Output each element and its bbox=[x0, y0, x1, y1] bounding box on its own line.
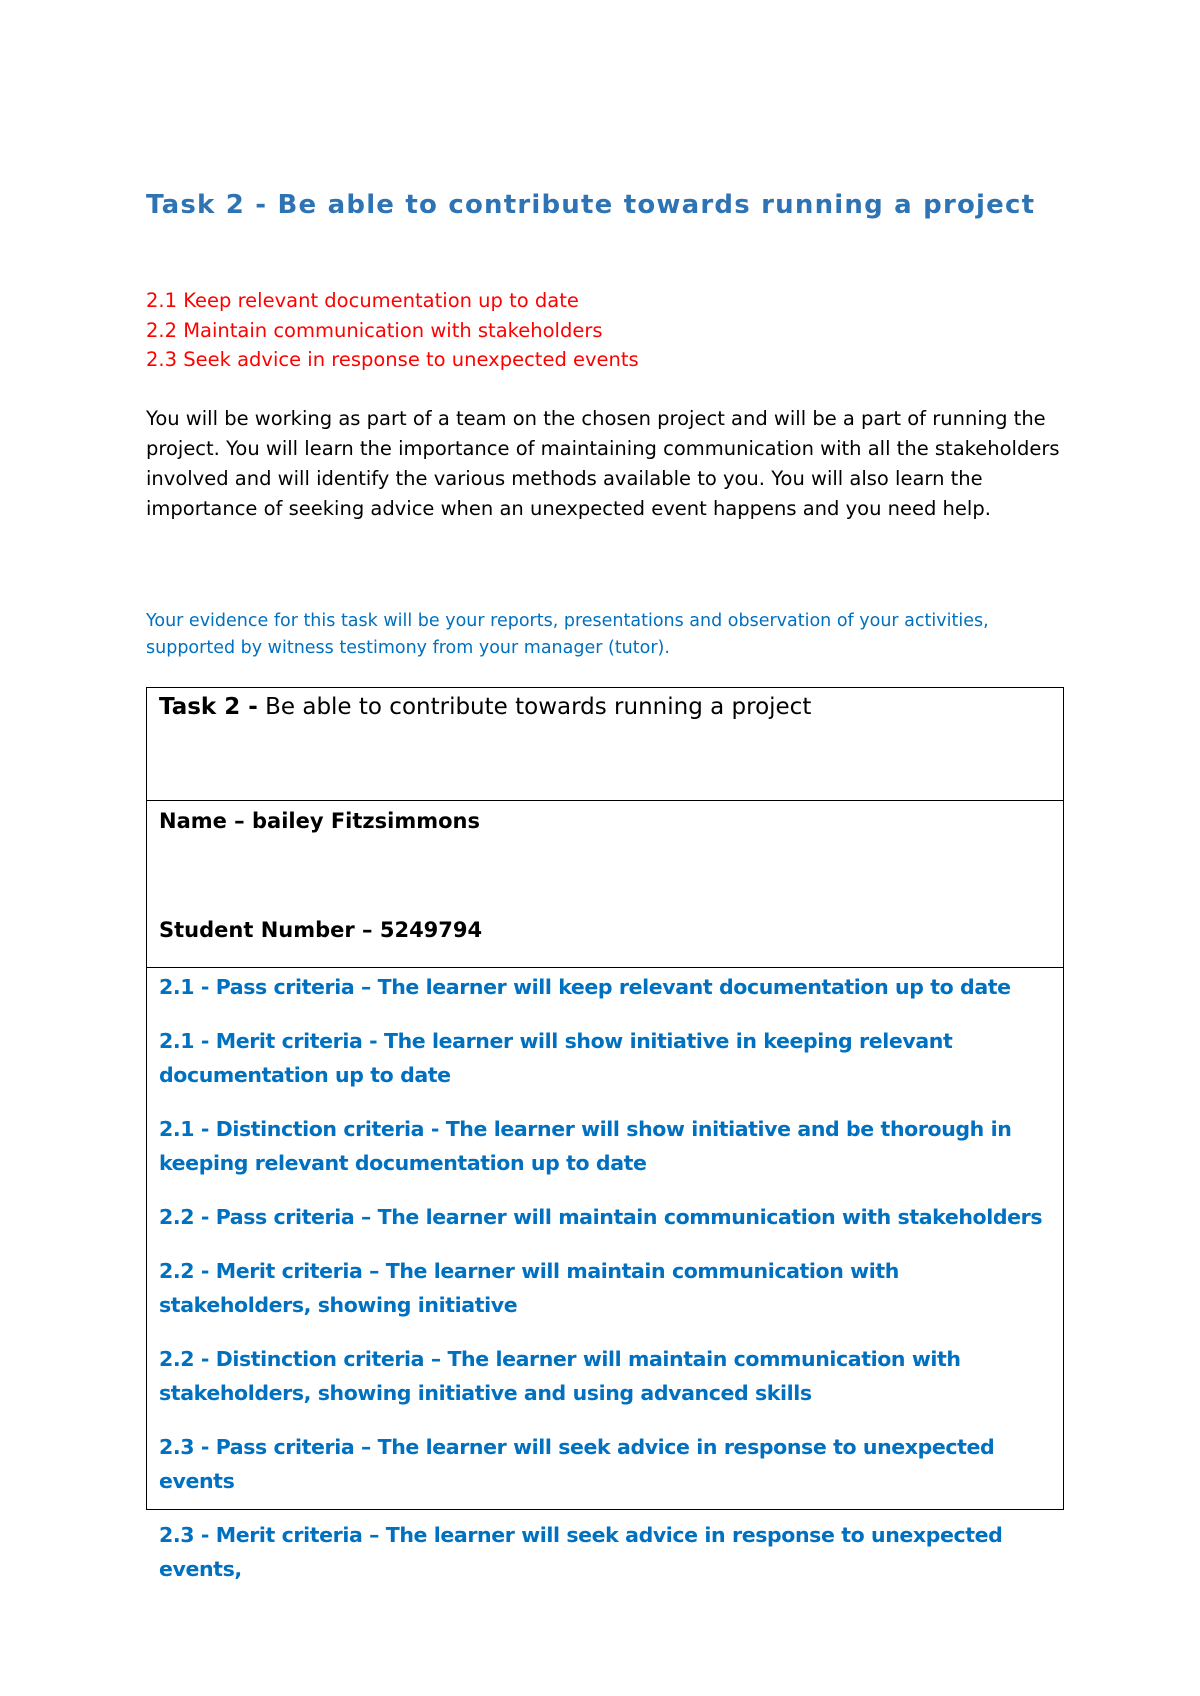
criterion-item: 2.1 - Distinction criteria - The learner will show initiative and be thorough in keeping relevant documentation up to date bbox=[159, 1117, 1012, 1175]
task-table bbox=[146, 687, 1064, 1581]
criteria-cell bbox=[147, 968, 1063, 1581]
table-title-cell bbox=[147, 688, 1063, 801]
criterion-item: 2.1 - Pass criteria – The learner will keep relevant documentation up to date bbox=[159, 975, 1011, 999]
objective-item: 2.2 Maintain communication with stakeholders bbox=[146, 318, 603, 342]
student-name: Name – bailey Fitzsimmons bbox=[159, 809, 480, 833]
table-title-text: Be able to contribute towards running a project bbox=[257, 694, 812, 720]
table-title-bold: Task 2 - bbox=[159, 694, 258, 720]
criterion-item: 2.2 - Pass criteria – The learner will maintain communication with stakeholders bbox=[159, 1205, 1043, 1229]
page-title: Task 2 - Be able to contribute towards running a project bbox=[146, 190, 1036, 220]
criterion-item: 2.1 - Merit criteria - The learner will show initiative in keeping relevant documentation up to date bbox=[159, 1029, 953, 1087]
student-number: Student Number – 5249794 bbox=[159, 918, 483, 942]
objective-item: 2.1 Keep relevant documentation up to date bbox=[146, 289, 579, 312]
intro-paragraph: You will be working as part of a team on the chosen project and will be a part of running the project. You will learn the importance of maintaining communication with all the stakeholders involved and will identify the various methods available to you. You will also learn the importance of seeking advice when an unexpected event happens and you need help. bbox=[146, 407, 1060, 520]
evidence-paragraph: Your evidence for this task will be your reports, presentations and observation of your activities, supported by witness testimony from your manager (tutor). bbox=[146, 611, 989, 658]
criterion-item: 2.2 - Distinction criteria – The learner will maintain communication with stakeholders, showing initiative and using advanced skills bbox=[159, 1347, 961, 1405]
objectives-list bbox=[146, 286, 1046, 375]
criterion-item: 2.3 - Pass criteria – The learner will seek advice in response to unexpected events bbox=[159, 1435, 995, 1493]
criterion-item: 2.2 - Merit criteria – The learner will maintain communication with stakeholders, showing initiative bbox=[159, 1259, 899, 1317]
objective-item: 2.3 Seek advice in response to unexpected events bbox=[146, 348, 639, 371]
student-info-cell bbox=[147, 801, 1063, 968]
criterion-item: 2.3 - Merit criteria – The learner will seek advice in response to unexpected events, bbox=[159, 1523, 1003, 1581]
